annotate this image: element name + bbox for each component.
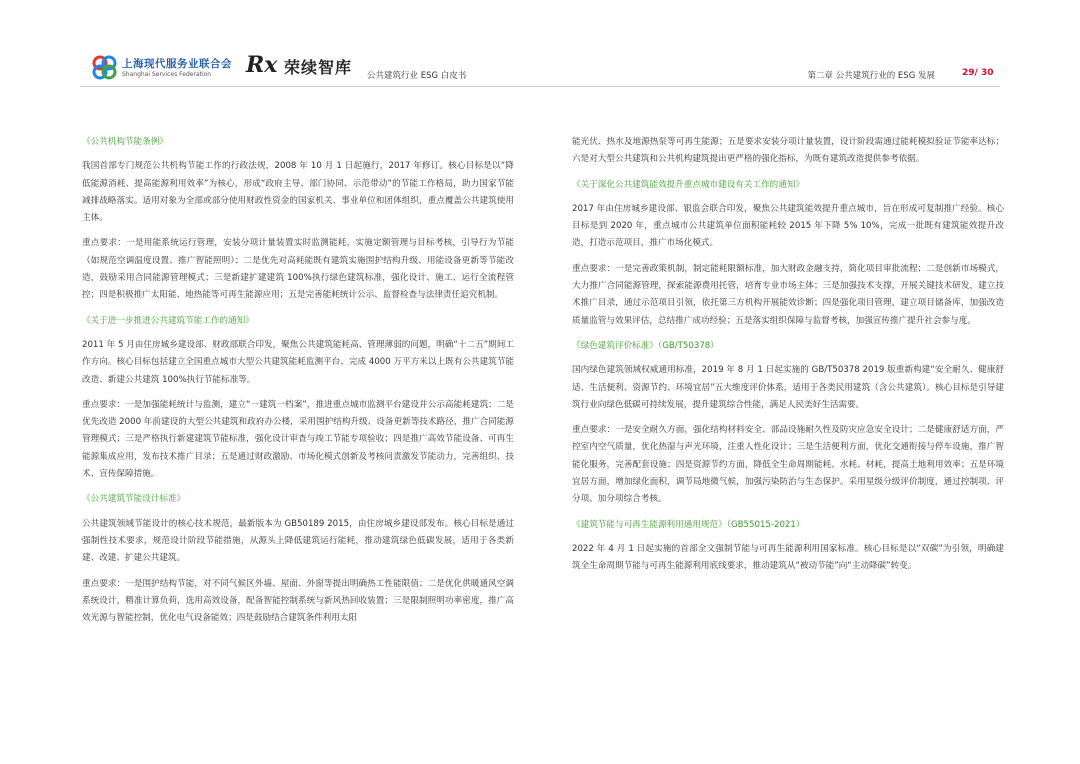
paragraph: 公共建筑领域节能设计的核心技术规范，最新版本为 GB50189 2015，由住房城乡建设部发布。核心目标是通过强制性技术要求，规范设计阶段节能措施，从源头上降低建筑运行能耗，推动建筑绿色低碳发展，适用于各类新建、改建、扩建公共建筑。 <box>82 518 514 564</box>
federation-name: 上海现代服务业联合会 <box>122 58 232 70</box>
rx-logo-mark: Rx <box>246 52 278 78</box>
paragraph: 重点要求：一是加强能耗统计与监测，建立“一建筑一档案”，推进重点城市监测平台建设并公示高能耗建筑；二是优先改造 2000 年前建设的大型公共建筑和政府办公楼，采用围护结构升级、设备更新等技术路径，推广合同能源管理模式；三是严格执行新建建筑节能标准，强化设计审查与竣工节能专项验收；四是推广高效节能设备、可再生能源集成应用，发布技术推广目录；五是通过财政激励、市场化模式创新及考核问责激发节能动力，完善组织、技术、宣传保障措施。 <box>82 399 514 480</box>
page-header <box>0 0 1080 95</box>
section-heading: 《关于进一步推进公共建筑节能工作的通知》 <box>82 315 254 326</box>
document-title: 公共建筑行业 ESG 白皮书 <box>367 71 467 81</box>
paragraph: 能光伏、热水及地源热泵等可再生能源；五是要求安装分项计量装置，设计阶段需通过能耗模拟验证节能率达标；六是对大型公共建筑和公共机构建筑提出更严格的强化指标，为既有建筑改造提供参考依据。 <box>572 137 1004 165</box>
page-number: 29/ 30 <box>962 68 994 78</box>
section-heading: 《公共建筑节能设计标准》 <box>82 494 186 505</box>
section-heading: 《公共机构节能条例》 <box>82 137 168 147</box>
paragraph: 2022 年 4 月 1 日起实施的首部全文强制节能与可再生能源利用国家标准。核心目标是以“双碳”为引领，明确建筑全生命周期节能与可再生能源利用底线要求，推动建筑从“被动节能”向“主动降碳”转变。 <box>572 543 1004 572</box>
header-divider <box>80 86 1000 87</box>
chapter-title: 第二章 公共建筑行业的 ESG 发展 <box>807 71 935 81</box>
section-heading: 《绿色建筑评价标准》（GB/T50378） <box>572 340 719 351</box>
paragraph: 2011 年 5 月由住房城乡建设部、财政部联合印发，聚焦公共建筑能耗高、管理薄弱的问题，明确“十二五”期间工作方向。核心目标包括建立全国重点城市大型公共建筑能耗监测平台、完成 4000 万平方米以上既有公共建筑节能改造、新建公共建筑 100%执行节能标准等。 <box>82 339 514 385</box>
rongxu-name: 荣续智库 <box>284 58 353 77</box>
federation-name-en: Shanghai Services Federation <box>122 71 212 78</box>
paragraph: 重点要求：一是用能系统运行管理，安装分项计量装置实时监测能耗，实施定额管理与目标考核，引导行为节能（如规范空调温度设置、推广智能照明）；二是优先对高耗能既有建筑实施围护结构升级、用能设备更新等节能改造，鼓励采用合同能源管理模式；三是新建扩建建筑 100%执行绿色建筑标准，强化设计、施工、运行全流程管控；四是积极推广太阳能、地热能等可再生能源应用；五是完善能耗统计公示、监督检查与法律责任追究机制。 <box>82 238 514 301</box>
paragraph: 我国首部专门规范公共机构节能工作的行政法规，2008 年 10 月 1 日起施行，2017 年修订。核心目标是以“降低能源消耗、提高能源利用效率”为核心，形成“政府主导、部门协同、示范带动”的节能工作格局，助力国家节能减排战略落实。适用对象为全部或部分使用财政性资金的国家机关、事业单位和团体组织，重点覆盖公共建筑使用主体。 <box>82 161 514 224</box>
federation-emblem-icon <box>92 54 118 80</box>
rongxu-think-tank-logo <box>246 50 376 82</box>
paragraph: 重点要求：一是围护结构节能，对不同气候区外墙、屋面、外窗等提出明确热工性能限值；二是优化供暖通风空调系统设计，精准计算负荷，选用高效设备，配备智能控制系统与新风热回收装置；三是限制照明功率密度，推广高效光源与智能控制，优化电气设备能效；四是鼓励结合建筑条件利用太阳 <box>82 578 514 624</box>
shanghai-services-federation-logo <box>92 52 232 84</box>
paragraph: 2017 年由住房城乡建设部、银监会联合印发，聚焦公共建筑能效提升重点城市，旨在形成可复制推广经验。核心目标是到 2020 年，重点城市公共建筑单位面积能耗较 2015 年下降 5% 10%，完成一批既有建筑能效提升改造，打造示范项目，推广市场化模式。 <box>572 203 1004 249</box>
left-column <box>82 134 514 635</box>
right-column <box>572 134 1004 584</box>
section-heading: 《建筑节能与可再生能源利用通用规范》（GB55015-2021） <box>572 519 805 530</box>
paragraph: 重点要求：一是完善政策机制，制定能耗限额标准，加大财政金融支持，简化项目审批流程；二是创新市场模式，大力推广合同能源管理，探索能源费用托管，培育专业市场主体；三是加强技术支撑，开展关键技术研发，建立技术推广目录，通过示范项目引领，依托第三方机构开展能效诊断；四是强化项目管理，建立项目储备库，加强改造质量监管与效果评估，总结推广成功经验；五是落实组织保障与监督考核，加强宣传推广提升社会参与度。 <box>572 263 1004 326</box>
section-heading: 《关于深化公共建筑能效提升重点城市建设有关工作的通知》 <box>572 179 805 190</box>
paragraph: 重点要求：一是安全耐久方面，强化结构材料安全、部品设施耐久性及防灾应急安全设计；二是健康舒适方面，严控室内空气质量，优化热湿与声光环境，注重人性化设计；三是生活便利方面，优化交通衔接与停车设施，推广智能化服务，完善配套设施；四是资源节约方面，降低全生命周期能耗、水耗、材耗，提高土地利用效率；五是环境宜居方面，增加绿化面积，调节局地微气候，加强污染防治与生态保护。采用星级分级评价制度，通过控制项、评分项、加分项综合考核。 <box>572 425 1004 505</box>
paragraph: 国内绿色建筑领域权威通用标准，2019 年 8 月 1 日起实施的 GB/T50378 2019 版重新构建“安全耐久、健康舒适、生活便利、资源节约、环境宜居”五大维度评价体系，适用于各类民用建筑（含公共建筑）。核心目标是引导建筑行业向绿色低碳可持续发展，提升建筑综合性能，满足人民美好生活需要。 <box>572 365 1004 410</box>
